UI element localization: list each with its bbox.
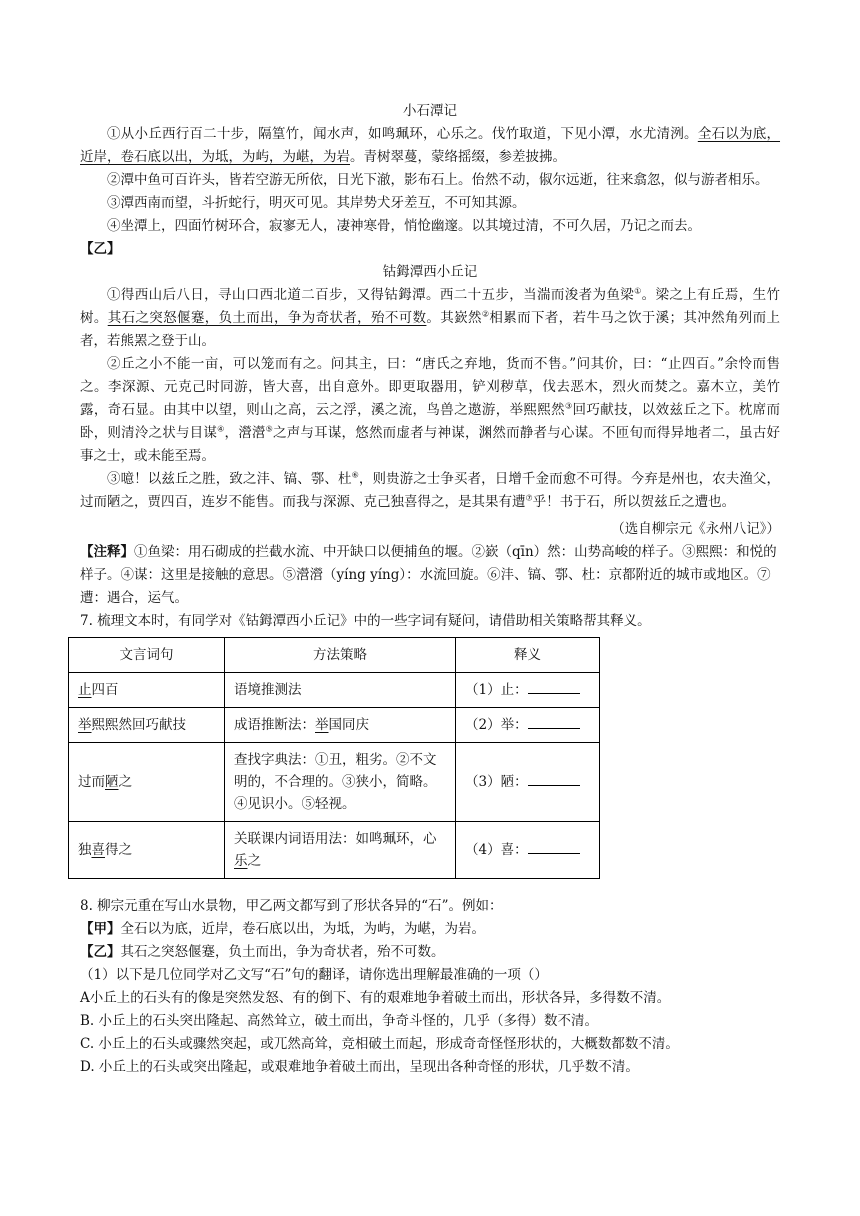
answer-blank[interactable] — [528, 839, 580, 854]
note-ref: ⑥ — [351, 470, 359, 480]
question-8-stem: 8. 柳宗元重在写山水景物，甲乙两文都写到了形状各异的“石”。例如： — [80, 898, 503, 914]
answer-blank[interactable] — [528, 679, 580, 694]
note-ref: ③ — [564, 401, 573, 411]
header-method: 方法策略 — [225, 638, 456, 673]
method-cell: 关联课内词语用法：如鸣珮环，心乐之 — [225, 822, 456, 879]
underlined-sentence: 全石以为底，近岸，卷石底以出，为坻，为屿，为嵁，为岩 — [80, 126, 781, 165]
answer-cell: （1）止： — [456, 673, 600, 708]
table-header-row — [69, 638, 600, 673]
document-page — [80, 100, 780, 1079]
yi-paragraph-1: ①得西山后八日，寻山口西北道二百步，又得钴鉧潭。西二十五步，当湍而浚者为鱼梁①。梁之上有丘焉，生竹树。其石之突怒偃蹇，负土而出，争为奇状者，殆不可数。其嶔然②相累而下者，若牛马之饮于溪；其冲然角列而上者，若熊罴之登于山。 — [80, 286, 781, 349]
q8-yi-quote: 【乙】其石之突怒偃蹇，负土而出，争为奇状者，殆不可数。 — [80, 944, 445, 960]
option-d[interactable]: D. 小丘上的石头或突出隆起，或艰难地争着破土而出，呈现出各种奇怪的形状，几乎数不清。 — [80, 1059, 639, 1075]
method-cell: 语境推测法 — [225, 673, 456, 708]
jia-paragraph-4: ④坐潭上，四面竹树环合，寂寥无人，凄神寒骨，悄怆幽邃。以其境过清，不可久居，乃记之而去。 — [107, 218, 701, 234]
yi-title: 钴鉧潭西小丘记 — [382, 264, 478, 280]
table-row — [69, 673, 600, 708]
header-phrase: 文言词句 — [69, 638, 225, 673]
yi-paragraph-3: ③噫！以兹丘之胜，致之沣、镐、鄠、杜⑥，则贵游之士争买者，日增千金而愈不可得。今弃是州也，农夫渔父，过而陋之，贾四百，连岁不能售。而我与深源、克己独喜得之，是其果有遭⑦乎！书于石，所以贺兹丘之遭也。 — [80, 470, 781, 510]
answer-blank[interactable] — [528, 714, 580, 729]
method-cell: 查找字典法：①丑，粗劣。②不文明的，不合理的。③狭小，简略。④见识小。⑤轻视。 — [225, 743, 456, 822]
phrase-cell: 止四百 — [69, 673, 225, 708]
vocabulary-table — [68, 637, 600, 879]
phrase-cell: 独喜得之 — [69, 822, 225, 879]
note-ref: ① — [634, 286, 642, 296]
note-ref: ⑤ — [265, 424, 274, 434]
source-citation: （选自柳宗元《永州八记》） — [611, 521, 780, 537]
phrase-cell: 过而陋之 — [69, 743, 225, 822]
answer-cell: （4）喜： — [456, 822, 600, 879]
phrase-cell: 举熙熙然回巧献技 — [69, 708, 225, 743]
header-meaning: 释义 — [456, 638, 600, 673]
underlined-sentence: 其石之突怒偃蹇，负土而出，争为奇状者，殆不可数 — [107, 310, 427, 326]
note-ref: ② — [481, 309, 490, 319]
note-ref: ④ — [217, 424, 225, 434]
answer-cell: （3）陋： — [456, 743, 600, 822]
jia-paragraph-1: ①从小丘西行百二十步，隔篁竹，闻水声，如鸣珮环，心乐之。伐竹取道，下见小潭，水尤清洌。全石以为底，近岸，卷石底以出，为坻，为屿，为嵁，为岩。青树翠蔓，蒙络摇缀，参差披拂。 — [80, 126, 781, 165]
option-c[interactable]: C. 小丘上的石头或骤然突起，或兀然高耸，竞相破土而起，形成奇奇怪怪形状的，大概数都数不清。 — [80, 1036, 679, 1052]
q8-jia-quote: 【甲】全石以为底，近岸，卷石底以出，为坻，为屿，为嵁，为岩。 — [80, 921, 485, 937]
notes-label: 【注释】 — [80, 544, 134, 560]
question-7-stem: 7. 梳理文本时，有同学对《钴鉧潭西小丘记》中的一些字词有疑问，请借助相关策略帮其释义。 — [80, 613, 651, 629]
notes — [80, 541, 780, 610]
method-cell: 成语推断法：举国同庆 — [225, 708, 456, 743]
table-row — [69, 822, 600, 879]
table-row — [69, 708, 600, 743]
yi-paragraph-2: ②丘之小不能一亩，可以笼而有之。问其主，曰：“唐氏之弃地，货而不售。”问其价，曰：“止四百。”余怜而售之。李深源、元克己时同游，皆大喜，出自意外。即更取器用，铲刈秽草，伐去恶木，烈火而焚之。嘉木立，美竹露，奇石显。由其中以望，则山之高，云之浮，溪之流，鸟兽之遨游，举熙熙然③回巧献技，以效兹丘之下。枕席而卧，则清泠之状与目谋④，瀯瀯⑤之声与耳谋，悠然而虚者与神谋，渊然而静者与心谋。不匝旬而得异地者二，虽古好事之士，或未能至焉。 — [80, 356, 781, 464]
jia-paragraph-2: ②潭中鱼可百许头，皆若空游无所依，日光下澈，影布石上。佁然不动，俶尔远逝，往来翕忽，似与游者相乐。 — [107, 172, 769, 188]
table-row — [69, 743, 600, 822]
note-ref: ⑦ — [525, 493, 533, 503]
option-a[interactable]: A小丘上的石头有的像是突然发怒、有的倒下、有的艰难地争着破土而出，形状各异，多得数不清。 — [80, 990, 671, 1006]
jia-title: 小石潭记 — [403, 103, 457, 119]
yi-label: 【乙】 — [80, 241, 121, 257]
q8-subquestion-1: （1）以下是几位同学对乙文写“石”句的翻译，请你选出理解最准确的一项（） — [80, 967, 548, 983]
notes-text: ①鱼梁：用石砌成的拦截水流、中开缺口以便捕鱼的堰。②嶔（qīn）然：山势高峻的样子。③熙熙：和悦的样子。④谋：这里是接触的意思。⑤瀯瀯（yíng yíng）：水流回旋。⑥沣、镐、鄠、杜：京都附近的城市或地区。⑦遭：遇合，运气。 — [80, 544, 777, 606]
answer-blank[interactable] — [528, 771, 580, 786]
answer-cell: （2）举： — [456, 708, 600, 743]
option-b[interactable]: B. 小丘上的石头突出隆起、高然耸立，破土而出，争奇斗怪的，几乎（多得）数不清。 — [80, 1013, 599, 1029]
jia-paragraph-3: ③潭西南而望，斗折蛇行，明灭可见。其岸势犬牙差互，不可知其源。 — [107, 195, 526, 211]
